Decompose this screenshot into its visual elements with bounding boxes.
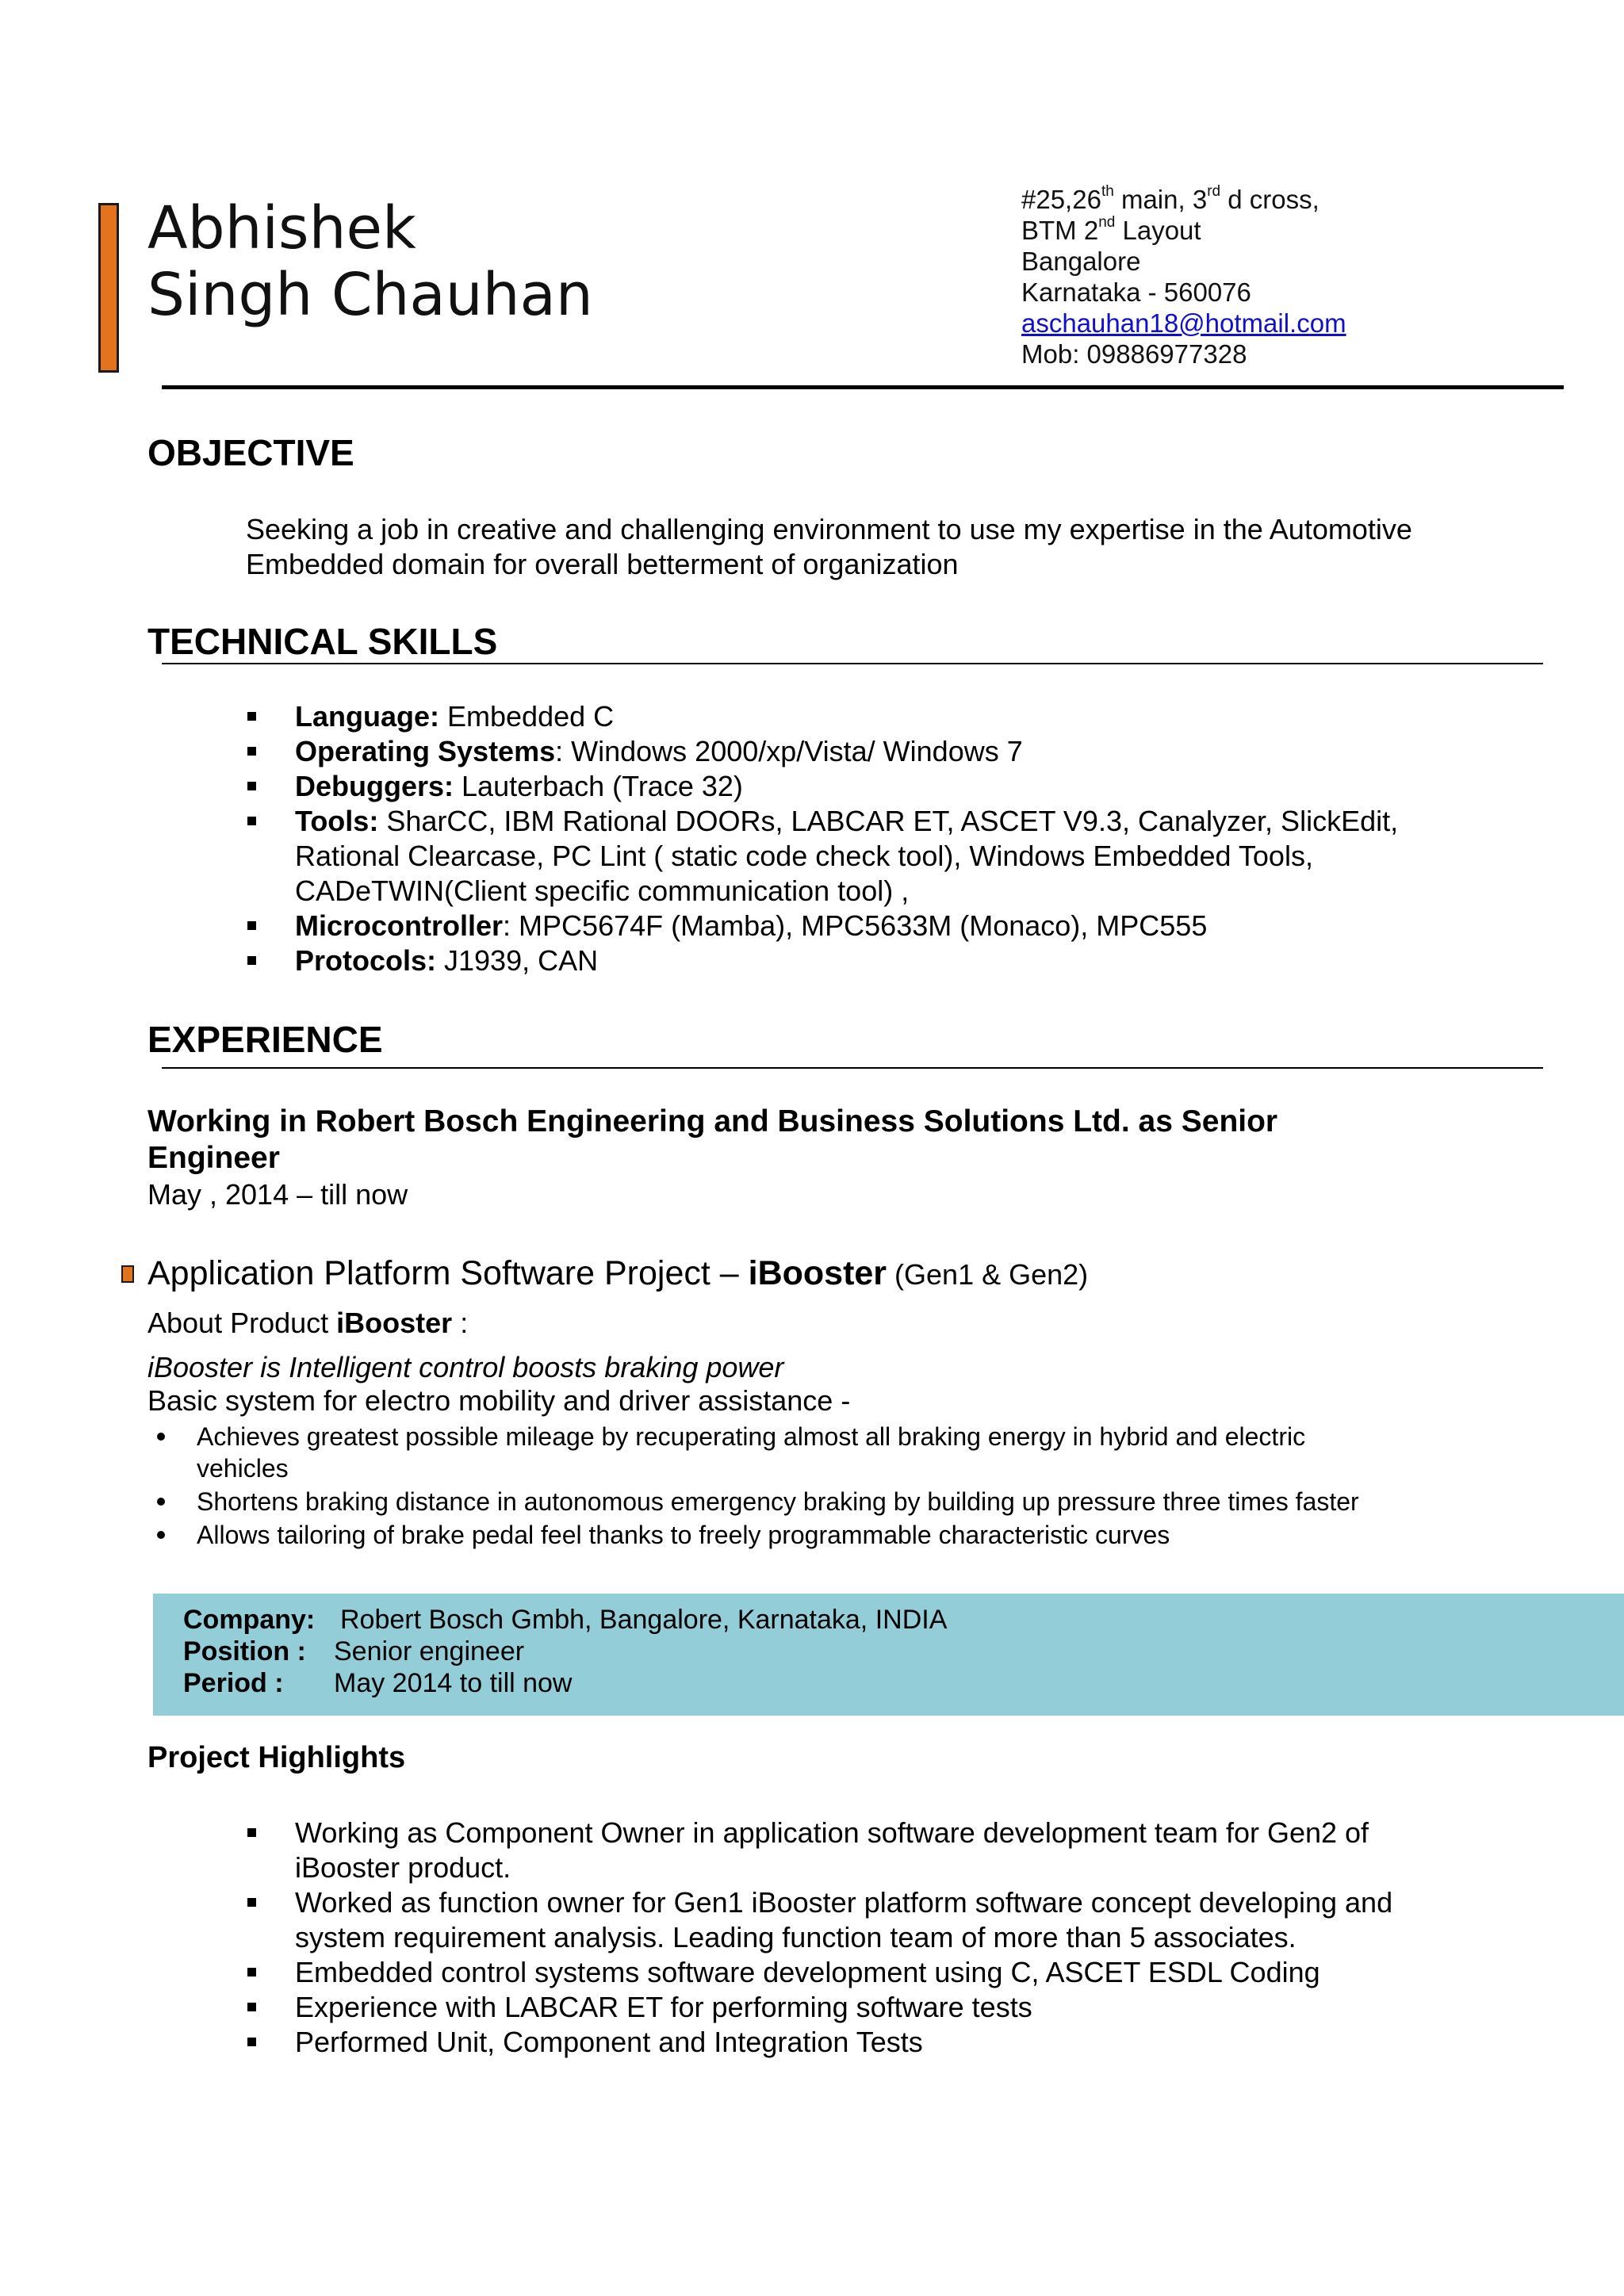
position-row: Position : Senior engineer — [183, 1636, 525, 1667]
list-item: Microcontroller: MPC5674F (Mamba), MPC5633M (Monaco), MPC555 — [246, 909, 1398, 943]
project-marker — [121, 1265, 134, 1283]
list-item: Working as Component Owner in application software development team for Gen2 of iBooster product. — [246, 1816, 1392, 1885]
list-item: Experience with LABCAR ET for performing software tests — [246, 1990, 1392, 2025]
period-row: Period : May 2014 to till now — [183, 1668, 573, 1698]
list-item: Performed Unit, Component and Integration Tests — [246, 2025, 1392, 2060]
list-item: Embedded control systems software development using C, ASCET ESDL Coding — [246, 1955, 1392, 1990]
address-line-1: #25,26th main, 3rd d cross, — [1021, 183, 1320, 214]
name-accent-bar — [98, 203, 119, 373]
highlights-heading: Project Highlights — [147, 1741, 406, 1774]
list-item: Debuggers: Lauterbach (Trace 32) — [246, 769, 1398, 804]
list-item: Shortens braking distance in autonomous emergency braking by building up pressure three times faster — [147, 1486, 1359, 1517]
list-item: Achieves greatest possible mileage by recuperating almost all braking energy in hybrid and electric vehicles — [147, 1421, 1359, 1484]
list-item: Worked as function owner for Gen1 iBooster platform software concept developing and system requirement analysis. Leading function team of more than 5 associates. — [246, 1885, 1392, 1955]
mobile-number: Mob: 09886977328 — [1021, 339, 1247, 369]
company-info-box — [153, 1594, 1624, 1716]
job-period: May , 2014 – till now — [147, 1178, 408, 1211]
company-row: Company: Robert Bosch Gmbh, Bangalore, Karnataka, INDIA — [183, 1605, 948, 1635]
list-item: Tools: SharCC, IBM Rational DOORs, LABCAR ET, ASCET V9.3, Canalyzer, SlickEdit, Rational Clearcase, PC Lint ( static code check tool), Windows Embedded Tools, CADeTWIN(Client specific communication tool) , — [246, 804, 1398, 909]
product-tagline: iBooster is Intelligent control boosts braking power — [147, 1351, 784, 1383]
contact-block — [1021, 184, 1346, 369]
header-divider — [162, 385, 1564, 389]
list-item: Operating Systems: Windows 2000/xp/Vista/ Windows 7 — [246, 734, 1398, 769]
list-item: Allows tailoring of brake pedal feel thanks to freely programmable characteristic curves — [147, 1519, 1359, 1551]
experience-heading: EXPERIENCE — [147, 1019, 383, 1060]
about-product: About Product iBooster : — [147, 1307, 469, 1339]
list-item: Language: Embedded C — [246, 699, 1398, 734]
address-city: Bangalore — [1021, 247, 1141, 276]
address-line-2: BTM 2nd Layout — [1021, 214, 1201, 245]
skills-divider — [162, 663, 1543, 664]
email-link[interactable]: aschauhan18@hotmail.com — [1021, 308, 1346, 338]
highlights-list — [246, 1816, 1392, 2060]
experience-divider — [162, 1067, 1543, 1069]
address-state: Karnataka - 560076 — [1021, 277, 1251, 307]
product-basic: Basic system for electro mobility and driver assistance - — [147, 1384, 851, 1417]
name-first: Abhishek — [147, 194, 416, 262]
job-title: Working in Robert Bosch Engineering and Business Solutions Ltd. as Senior Engineer — [147, 1104, 1278, 1175]
skills-heading: TECHNICAL SKILLS — [147, 621, 498, 662]
product-features — [147, 1421, 1359, 1551]
objective-heading: OBJECTIVE — [147, 432, 354, 473]
skills-list — [246, 699, 1398, 978]
project-title: Application Platform Software Project – iBooster (Gen1 & Gen2) — [147, 1254, 1089, 1292]
name-last: Singh Chauhan — [147, 261, 593, 329]
list-item: Protocols: J1939, CAN — [246, 943, 1398, 978]
objective-text: Seeking a job in creative and challenging environment to use my expertise in the Automotive Embedded domain for overall betterment of organization — [246, 513, 1412, 580]
